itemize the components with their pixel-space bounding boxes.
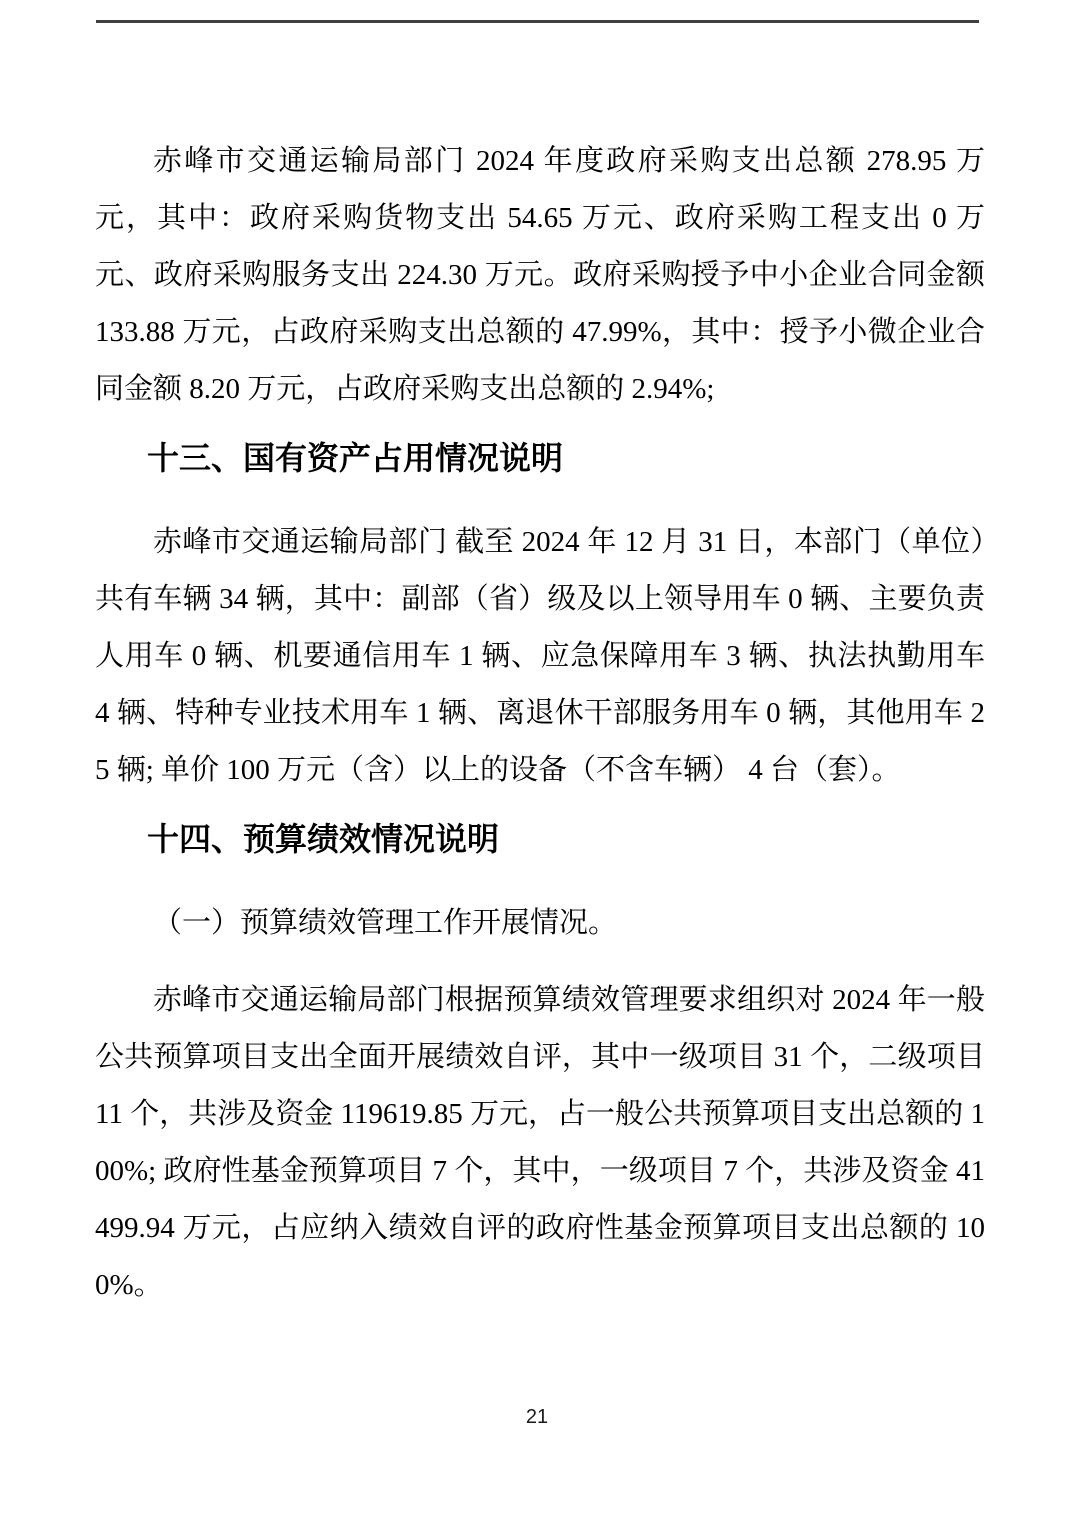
section-13-heading: 十三、国有资产占用情况说明 bbox=[147, 440, 564, 476]
header-rule bbox=[96, 20, 979, 23]
performance-subheading-paragraph: （一）预算绩效管理工作开展情况。 bbox=[153, 907, 618, 939]
page-number: 21 bbox=[525, 1406, 549, 1428]
procurement-summary-paragraph: 赤峰市交通运输局部门 2024 年度政府采购支出总额 278.95 万元，其中：政府采购货物支出 54.65 万元、政府采购工程支出 0 万元、政府采购服务支出 224.30 万元。政府采购授予中小企业合同金额 133.88 万元，占政府采购支出总额的 47.99%，其中：授予小微企业合同金额 8.20 万元，占政府采购支出总额的 2.94%; bbox=[95, 145, 985, 405]
performance-detail-paragraph: 赤峰市交通运输局部门根据预算绩效管理要求组织对 2024 年一般公共预算项目支出全面开展绩效自评，其中一级项目 31 个，二级项目 11 个，共涉及资金 119619.85 万元，占一般公共预算项目支出总额的 100%; 政府性基金预算项目 7 个，其中，一级项目 7 个，共涉及资金 41499.94 万元，占应纳入绩效自评的政府性基金预算项目支出总额的 100%。 bbox=[95, 984, 985, 1301]
section-14-heading: 十四、预算绩效情况说明 bbox=[147, 821, 500, 857]
state-assets-paragraph: 赤峰市交通运输局部门 截至 2024 年 12 月 31 日，本部门（单位）共有车辆 34 辆，其中：副部（省）级及以上领导用车 0 辆、主要负责人用车 0 辆、机要通信用车 1 辆、应急保障用车 3 辆、执法执勤用车 4 辆、特种专业技术用车 1 辆、离退休干部服务用车 0 辆，其他用车 25 辆; 单价 100 万元（含）以上的设备（不含车辆） 4 台（套）。 bbox=[95, 526, 985, 786]
page-footer bbox=[0, 1406, 1074, 1429]
document-body bbox=[95, 133, 985, 1314]
